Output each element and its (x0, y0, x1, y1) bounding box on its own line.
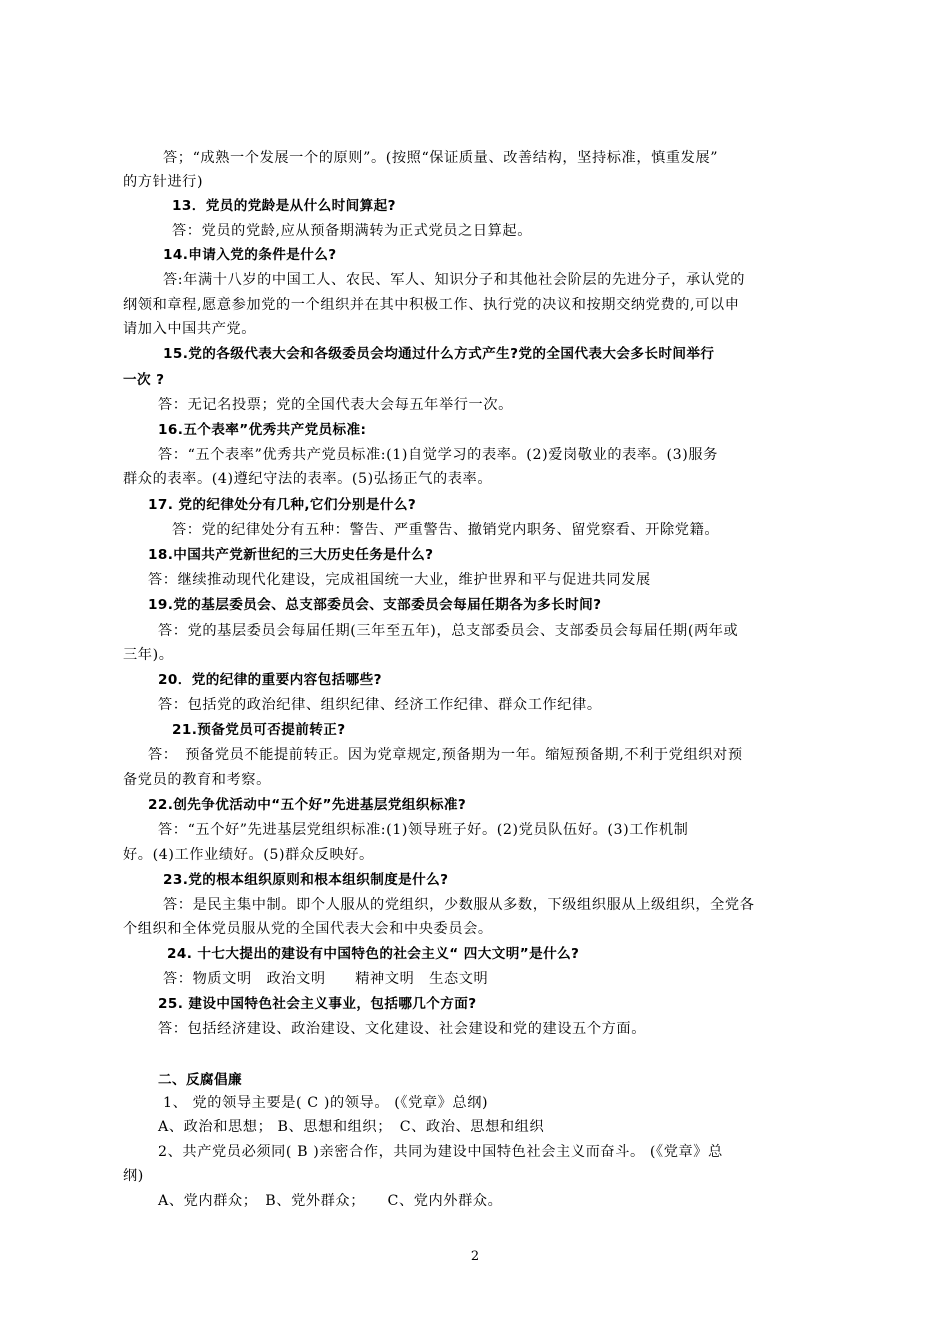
question-15: 15.党的各级代表大会和各级委员会均通过什么方式产生?党的全国代表大会多长时间举行 (163, 346, 715, 362)
answer-line: 纲领和章程,愿意参加党的一个组织并在其中积极工作、执行党的决议和按期交纳党费的,可以申 (123, 297, 740, 313)
question-24: 24. 十七大提出的建设有中国特色的社会主义“ 四大文明”是什么? (167, 946, 580, 962)
answer-line: 答：党的纪律处分有五种：警告、严重警告、撤销党内职务、留党察看、开除党籍。 (172, 522, 720, 538)
question-22: 22.创先争优活动中“五个好”先进基层党组织标准? (148, 797, 467, 813)
answer-line: 答:年满十八岁的中国工人、农民、军人、知识分子和其他社会阶层的先进分子，承认党的 (163, 272, 746, 288)
answer-line: 群众的表率。(4)遵纪守法的表率。(5)弘扬正气的表率。 (123, 471, 493, 487)
answer-line: 答：无记名投票；党的全国代表大会每五年举行一次。 (158, 397, 513, 413)
answer-line: 答：继续推动现代化建设，完成祖国统一大业，维护世界和平与促进共同发展 (148, 572, 651, 588)
options-line: A、党内群众； B、党外群众； C、党内外群众。 (158, 1193, 503, 1209)
answer-line: 答；“成熟一个发展一个的原则”。(按照“保证质量、改善结构，坚持标准，慎重发展” (163, 150, 719, 166)
question-14: 14.申请入党的条件是什么? (163, 247, 337, 263)
question-16: 16.五个表率”优秀共产党员标准: (158, 422, 367, 438)
answer-line: 三年)。 (123, 647, 174, 663)
answer-line: 好。(4)工作业绩好。(5)群众反映好。 (123, 847, 374, 863)
question-line: 1、 党的领导主要是( C )的领导。 (《党章》总纲) (163, 1095, 489, 1111)
question-13: 13．党员的党龄是从什么时间算起? (172, 198, 396, 214)
question-17: 17. 党的纪律处分有几种,它们分别是什么? (148, 497, 417, 513)
answer-line: 答：“五个好”先进基层党组织标准:(1)领导班子好。(2)党员队伍好。(3)工作机制 (158, 822, 689, 838)
answer-line: 答：“五个表率”优秀共产党员标准:(1)自觉学习的表率。(2)爱岗敬业的表率。(3)服务 (158, 447, 718, 463)
answer-line: 答：是民主集中制。即个人服从的党组织，少数服从多数，下级组织服从上级组织，全党各 (163, 897, 755, 913)
question-23: 23.党的根本组织原则和根本组织制度是什么? (163, 872, 449, 888)
answer-line: 的方针进行) (123, 174, 204, 190)
answer-line: 个组织和全体党员服从党的全国代表大会和中央委员会。 (123, 921, 493, 937)
page-number: 2 (470, 1249, 480, 1264)
answer-line: 答：物质文明 政治文明 精神文明 生态文明 (163, 971, 489, 987)
answer-line: 请加入中国共产党。 (123, 321, 257, 337)
answer-line: 备党员的教育和考察。 (123, 772, 271, 788)
question-18: 18.中国共产党新世纪的三大历史任务是什么? (148, 547, 434, 563)
question-line: 2、共产党员必须同( B )亲密合作，共同为建设中国特色社会主义而奋斗。 (《党章》总 (158, 1144, 723, 1160)
question-25: 25. 建设中国特色社会主义事业，包括哪几个方面? (158, 996, 477, 1012)
answer-line: 答：党的基层委员会每届任期(三年至五年)，总支部委员会、支部委员会每届任期(两年或 (158, 623, 739, 639)
question-line-cont: 纲) (123, 1168, 144, 1184)
question-20: 20．党的纪律的重要内容包括哪些? (158, 672, 382, 688)
answer-line: 答：包括党的政治纪律、组织纪律、经济工作纪律、群众工作纪律。 (158, 697, 602, 713)
answer-line: 答： 预备党员不能提前转正。因为党章规定,预备期为一年。缩短预备期,不利于党组织对预 (148, 747, 743, 763)
answer-line: 答：党员的党龄,应从预备期满转为正式党员之日算起。 (172, 223, 533, 239)
question-15-cont: 一次 ? (123, 372, 165, 388)
section-heading: 二、反腐倡廉 (158, 1072, 242, 1088)
question-21: 21.预备党员可否提前转正? (172, 722, 346, 738)
question-19: 19.党的基层委员会、总支部委员会、支部委员会每届任期各为多长时间? (148, 597, 602, 613)
options-line: A、政治和思想； B、思想和组织； C、政治、思想和组织 (158, 1119, 545, 1135)
answer-line: 答：包括经济建设、政治建设、文化建设、社会建设和党的建设五个方面。 (158, 1021, 646, 1037)
